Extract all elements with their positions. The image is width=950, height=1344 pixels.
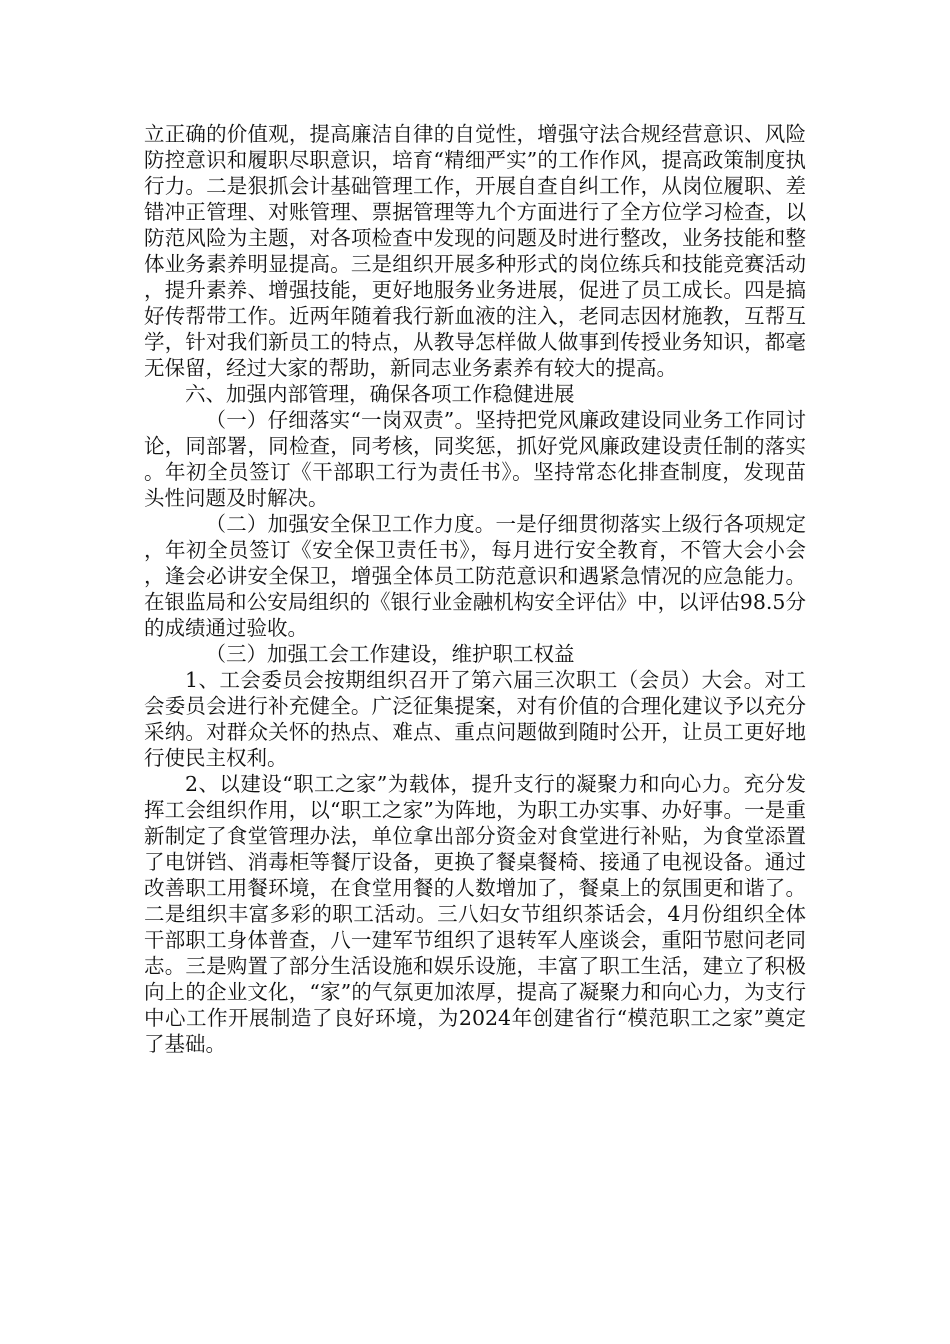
paragraph-one-post-two-duties: （一）仔细落实“一岗双责”。坚持把党风廉政建设同业务工作同讨论，同部署，同检查，同考核，同奖惩，抓好党风廉政建设责任制的落实。年初全员签订《干部职工行为责任书》。坚持常态化排查制度，发现苗头性问题及时解决。 xyxy=(144,408,806,510)
document-page xyxy=(144,121,806,1057)
subsection-heading-union-work: （三）加强工会工作建设，维护职工权益 xyxy=(205,642,575,666)
paragraph-security-work: （二）加强安全保卫工作力度。一是仔细贯彻落实上级行各项规定，年初全员签订《安全保卫责任书》，每月进行安全教育，不管大会小会，逢会必讲安全保卫，增强全体员工防范意识和遇紧急情况的应急能力。在银监局和公安局组织的《银行业金融机构安全评估》中，以评估98.5分的成绩通过验收。 xyxy=(144,512,806,640)
paragraph-staff-home: 2、以建设“职工之家”为载体，提升支行的凝聚力和向心力。充分发挥工会组织作用，以“职工之家”为阵地，为职工办实事、办好事。一是重新制定了食堂管理办法，单位拿出部分资金对食堂进行补贴，为食堂添置了电饼铛、消毒柜等餐厅设备，更换了餐桌餐椅、接通了电视设备。通过改善职工用餐环境，在食堂用餐的人数增加了，餐桌上的氛围更和谐了。二是组织丰富多彩的职工活动。三八妇女节组织茶话会，4月份组织全体干部职工身体普查，八一建军节组织了退转军人座谈会，重阳节慰问老同志。三是购置了部分生活设施和娱乐设施，丰富了职工生活，建立了积极向上的企业文化，“家”的气氛更加浓厚，提高了凝聚力和向心力，为支行中心工作开展制造了良好环境，为2024年创建省行“模范职工之家”奠定了基础。 xyxy=(144,772,806,1056)
section-heading-internal-management: 六、加强内部管理，确保各项工作稳健进展 xyxy=(185,382,575,406)
paragraph-continued-text: 立正确的价值观，提高廉洁自律的自觉性，增强守法合规经营意识、风险防控意识和履职尽职意识，培育“精细严实”的工作作风，提高政策制度执行力。二是狠抓会计基础管理工作，开展自查自纠工作，从岗位履职、差错冲正管理、对账管理、票据管理等九个方面进行了全方位学习检查，以防范风险为主题，对各项检查中发现的问题及时进行整改，业务技能和整体业务素养明显提高。三是组织开展多种形式的岗位练兵和技能竞赛活动，提升素养、增强技能，更好地服务业务进展，促进了员工成长。四是搞好传帮带工作。近两年随着我行新血液的注入，老同志因材施教，互帮互学，针对我们新员工的特点，从教导怎样做人做事到传授业务知识，都毫无保留，经过大家的帮助，新同志业务素养有较大的提高。 xyxy=(144,122,806,380)
paragraph-union-congress: 1、工会委员会按期组织召开了第六届三次职工（会员）大会。对工会委员会进行补充健全。广泛征集提案，对有价值的合理化建议予以充分采纳。对群众关怀的热点、难点、重点问题做到随时公开，让员工更好地行使民主权利。 xyxy=(144,668,806,770)
